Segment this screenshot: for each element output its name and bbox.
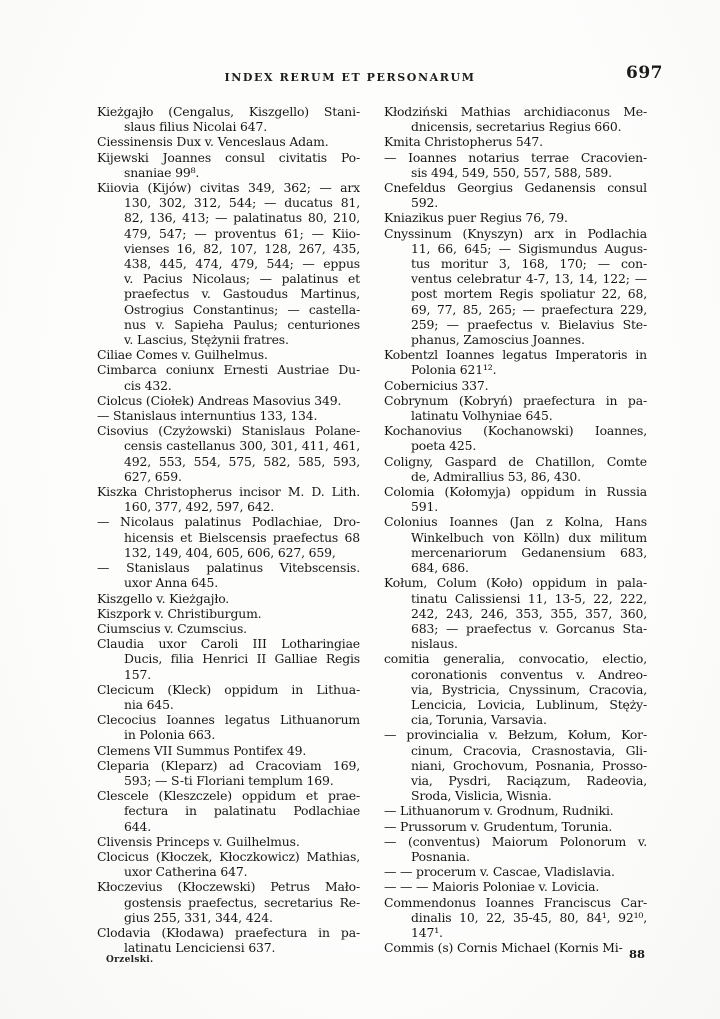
index-entry — [97, 879, 360, 925]
index-entry — [97, 925, 360, 955]
index-entry — [384, 819, 647, 834]
index-entry-line: Kmita Christopherus 547. — [384, 134, 543, 150]
index-entry-line: — Stanislaus internuntius 133, 134. — [97, 408, 318, 424]
index-entry-line: uxor Catherina 647. — [124, 864, 248, 880]
index-entry-line: nislaus. — [411, 636, 458, 652]
index-entry — [97, 104, 360, 134]
index-entry-line: Lencicia, Lovicia, Lublinum, Stęży- — [411, 696, 647, 712]
index-entry-line: vienses 16, 82, 107, 128, 267, 435, — [124, 240, 360, 256]
index-entry-line: Clescele (Kleszczele) oppidum et prae- — [97, 788, 360, 804]
index-entry-line: cis 432. — [124, 377, 172, 393]
index-entry-line: Cnefeldus Georgius Gedanensis consul — [384, 180, 647, 196]
index-entry-line: post mortem Regis spoliatur 22, 68, — [411, 286, 647, 302]
index-entry — [97, 150, 360, 180]
index-entry-line: v. Lascius, Stężynii fratres. — [124, 332, 289, 348]
index-entry — [384, 514, 647, 575]
index-entry-line: tus moritur 3, 168, 170; — con- — [411, 256, 647, 272]
index-entry-line: 592. — [411, 195, 438, 211]
index-entry-line: Kniazikus puer Regius 76, 79. — [384, 210, 568, 226]
index-entry-line: Commis (s) Cornis Michael (Kornis Mi- — [384, 940, 623, 956]
index-entry-line: Posnania. — [411, 848, 470, 864]
index-entry — [97, 834, 360, 849]
index-entry-line: Cobernicius 337. — [384, 377, 489, 393]
index-entry — [384, 895, 647, 941]
index-entry — [384, 150, 647, 180]
index-entry — [97, 362, 360, 392]
index-entry-line: 242, 243, 246, 353, 355, 357, 360, — [411, 605, 647, 621]
index-entry-line: Kochanovius (Kochanowski) Ioannes, — [384, 423, 647, 439]
index-entry-line: comitia generalia, convocatio, electio, — [384, 651, 647, 667]
index-entry-line: dinalis 10, 22, 35-45, 80, 84¹, 92¹⁰, — [411, 909, 647, 925]
index-entry-line: latinatu Volhyniae 645. — [411, 408, 553, 424]
index-entry — [97, 560, 360, 590]
index-entry-line: — provincialia v. Bełzum, Kołum, Kor- — [384, 727, 647, 743]
index-entry-line: 147¹. — [411, 924, 443, 940]
index-entry-line: Kołum, Colum (Koło) oppidum in pala- — [384, 575, 647, 591]
index-entry-line: 479, 547; — proventus 61; — Kiio- — [124, 225, 360, 241]
index-entry-line: Cnyssinum (Knyszyn) arx in Podlachia — [384, 225, 647, 241]
index-entry — [97, 788, 360, 834]
footer-signature: Orzelski. — [106, 955, 154, 965]
index-entry-line: Clocicus (Kłoczek, Kłoczkowicz) Mathias, — [97, 848, 360, 864]
index-entry-line: — Stanislaus palatinus Vitebscensis. — [97, 560, 360, 576]
index-entry-line: — — — Maioris Poloniae v. Lovicia. — [384, 879, 600, 895]
index-entry-line: 259; — praefectus v. Bielavius Ste- — [411, 316, 647, 332]
index-entry — [97, 849, 360, 879]
index-entry-line: Cobrynum (Kobryń) praefectura in pa- — [384, 392, 647, 408]
index-entry-line: Clivensis Princeps v. Guilhelmus. — [97, 833, 300, 849]
index-entry — [384, 879, 647, 894]
index-entry-line: 684, 686. — [411, 560, 469, 576]
index-entry — [384, 347, 647, 377]
index-entry-line: — Nicolaus palatinus Podlachiae, Dro- — [97, 514, 360, 530]
index-entry-line: uxor Anna 645. — [124, 575, 219, 591]
index-entry-line: Ostrogius Constantinus; — castella- — [124, 301, 360, 317]
index-entry-line: Kiszka Christopherus incisor M. D. Lith. — [97, 484, 360, 500]
index-entry-line: Claudia uxor Caroli III Lotharingiae — [97, 636, 360, 652]
index-entry-line: 11, 66, 645; — Sigismundus Augus- — [411, 240, 647, 256]
index-entry-line: nus v. Sapieha Paulus; centuriones — [124, 316, 360, 332]
right-column — [384, 104, 647, 955]
index-entry — [97, 134, 360, 149]
index-entry-line: 132, 149, 404, 605, 606, 627, 659, — [124, 544, 336, 560]
index-entry — [384, 226, 647, 348]
index-entry-line: dnicensis, secretarius Regius 660. — [411, 119, 622, 135]
index-entry-line: Cimbarca coniunx Ernesti Austriae Du- — [97, 362, 360, 378]
index-entry-line: 644. — [124, 818, 151, 834]
index-entry-line: mercenariorum Gedanensium 683, — [411, 544, 647, 560]
index-entry-line: — Prussorum v. Grudentum, Torunia. — [384, 818, 613, 834]
index-entry-line: Clecicum (Kleck) oppidum in Lithua- — [97, 681, 360, 697]
index-entry-line: — — procerum v. Cascae, Vladislavia. — [384, 864, 615, 880]
index-entry — [384, 484, 647, 514]
page-number: 697 — [626, 63, 663, 83]
index-entry-line: cinum, Cracovia, Crasnostavia, Gli- — [411, 742, 647, 758]
index-entry — [97, 408, 360, 423]
index-entry — [384, 727, 647, 803]
index-entry-line: coronationis conventus v. Andreo- — [411, 666, 647, 682]
index-entry-line: Coligny, Gaspard de Chatillon, Comte — [384, 453, 647, 469]
index-entry-line: Clecocius Ioannes legatus Lithuanorum — [97, 712, 360, 728]
index-entry — [97, 484, 360, 514]
index-entry — [384, 378, 647, 393]
index-entry-line: — (conventus) Maiorum Polonorum v. — [384, 833, 647, 849]
index-entry-line: praefectus v. Gastoudus Martinus, — [124, 286, 360, 302]
index-entry-line: Winkelbuch von Kölln) dux militum — [411, 529, 647, 545]
index-entry-line: Kiszgello v. Kieżgajło. — [97, 590, 230, 606]
running-head: INDEX RERUM ET PERSONARUM — [224, 71, 476, 84]
index-entry-line: snaniae 99⁸. — [124, 164, 200, 180]
index-entry-line: in Polonia 663. — [124, 727, 216, 743]
index-entry-line: Kiiovia (Kijów) civitas 349, 362; — arx — [97, 180, 360, 196]
index-entry-line: sis 494, 549, 550, 557, 588, 589. — [411, 164, 612, 180]
index-entry — [384, 393, 647, 423]
index-entry — [384, 104, 647, 134]
index-entry-line: Ciessinensis Dux v. Venceslaus Adam. — [97, 134, 329, 150]
index-entry-line: Kiszpork v. Christiburgum. — [97, 605, 262, 621]
index-entry-line: 593; — S-ti Floriani templum 169. — [124, 772, 334, 788]
left-column — [97, 104, 360, 955]
index-entry — [384, 134, 647, 149]
index-entry-line: Commendonus Ioannes Franciscus Car- — [384, 894, 647, 910]
index-entry-line: phanus, Zamoscius Joannes. — [411, 332, 585, 348]
index-entry-line: via, Pysdri, Raciązum, Radeovia, — [411, 772, 647, 788]
index-entry-line: Kobentzl Ioannes legatus Imperatoris in — [384, 347, 647, 363]
index-entry-line: Ciumscius v. Czumscius. — [97, 620, 247, 636]
index-entry — [384, 180, 647, 210]
index-entry-line: censis castellanus 300, 301, 411, 461, — [124, 438, 360, 454]
index-entry-line: poeta 425. — [411, 438, 477, 454]
index-entry-line: Kieżgajło (Cengalus, Kiszgello) Stani- — [97, 104, 360, 119]
index-entry-line: Cisovius (Czyżowski) Stanislaus Polane- — [97, 423, 360, 439]
index-entry-line: — Lithuanorum v. Grodnum, Rudniki. — [384, 803, 614, 819]
index-entry — [97, 682, 360, 712]
index-entry — [97, 393, 360, 408]
index-entry-line: 157. — [124, 666, 151, 682]
index-entry-line: 683; — praefectus v. Gorcanus Sta- — [411, 620, 647, 636]
index-entry-line: 160, 377, 492, 597, 642. — [124, 499, 275, 515]
index-entry — [384, 454, 647, 484]
index-entry-line: v. Pacius Nicolaus; — palatinus et — [124, 271, 360, 287]
index-entry — [384, 575, 647, 651]
index-entry-line: gius 255, 331, 344, 424. — [124, 909, 273, 925]
index-entry-line: 492, 553, 554, 575, 582, 585, 593, — [124, 453, 360, 469]
index-entry-line: gostensis praefectus, secretarius Re- — [124, 894, 360, 910]
index-entry-line: Sroda, Vislicia, Wisnia. — [411, 788, 552, 804]
index-entry-line: — Ioannes notarius terrae Cracovien- — [384, 149, 647, 165]
index-entry-line: hicensis et Bielscensis praefectus 68 — [124, 529, 360, 545]
index-entry-line: de, Admirallius 53, 86, 430. — [411, 468, 581, 484]
index-entry — [384, 423, 647, 453]
index-entry — [384, 940, 647, 955]
index-entry-line: Colomia (Kołomyja) oppidum in Russia — [384, 484, 647, 500]
index-entry — [97, 606, 360, 621]
index-entry — [97, 591, 360, 606]
index-entry-line: Cleparia (Kleparz) ad Cracoviam 169, — [97, 757, 360, 773]
index-entry-line: Kłodziński Mathias archidiaconus Me- — [384, 104, 647, 119]
index-entry-line: via, Bystricia, Cnyssinum, Cracovia, — [411, 681, 647, 697]
index-entry — [384, 651, 647, 727]
index-entry-line: cia, Torunia, Varsavia. — [411, 712, 547, 728]
index-entry-line: 69, 77, 85, 265; — praefectura 229, — [411, 301, 647, 317]
index-entry — [97, 180, 360, 347]
index-entry — [384, 864, 647, 879]
index-entry-line: slaus filius Nicolai 647. — [124, 119, 268, 135]
index-entry — [97, 423, 360, 484]
index-entry-line: tinatu Calissiensi 11, 13-5, 22, 222, — [411, 590, 647, 606]
index-entry-line: nia 645. — [124, 696, 174, 712]
index-entry-line: Kłoczevius (Kłoczewski) Petrus Mało- — [97, 879, 360, 895]
index-entry-line: Clodavia (Kłodawa) praefectura in pa- — [97, 924, 360, 940]
index-entry-line: 591. — [411, 499, 438, 515]
index-entry — [97, 758, 360, 788]
index-entry-line: 82, 136, 413; — palatinatus 80, 210, — [124, 210, 360, 226]
index-entry-line: latinatu Lenciciensi 637. — [124, 940, 276, 956]
index-entry-line: ventus celebratur 4-7, 13, 14, 122; — — [411, 271, 647, 287]
index-entry-line: Ciolcus (Ciołek) Andreas Masovius 349. — [97, 392, 342, 408]
index-entry-line: Ducis, filia Henrici II Galliae Regis — [124, 651, 360, 667]
index-entry-line: fectura in palatinatu Podlachiae — [124, 803, 360, 819]
index-entry-line: Colonius Ioannes (Jan z Kolna, Hans — [384, 514, 647, 530]
index-entry — [97, 743, 360, 758]
index-entry-line: Polonia 621¹². — [411, 362, 497, 378]
index-entry-line: 130, 302, 312, 544; — ducatus 81, — [124, 195, 360, 211]
index-entry — [384, 803, 647, 818]
index-entry-line: Clemens VII Summus Pontifex 49. — [97, 742, 307, 758]
index-entry — [97, 514, 360, 560]
index-entry — [97, 712, 360, 742]
index-entry — [384, 834, 647, 864]
index-entry — [384, 210, 647, 225]
index-entry-line: Kijewski Joannes consul civitatis Po- — [97, 149, 360, 165]
index-entry — [97, 347, 360, 362]
index-entry-line: niani, Grochovum, Posnania, Prosso- — [411, 757, 647, 773]
sheet-number: 88 — [629, 947, 646, 961]
index-entry — [97, 621, 360, 636]
index-entry — [97, 636, 360, 682]
index-entry-line: 438, 445, 474, 479, 544; — eppus — [124, 256, 360, 272]
index-entry-line: Ciliae Comes v. Guilhelmus. — [97, 347, 268, 363]
index-entry-line: 627, 659. — [124, 468, 182, 484]
